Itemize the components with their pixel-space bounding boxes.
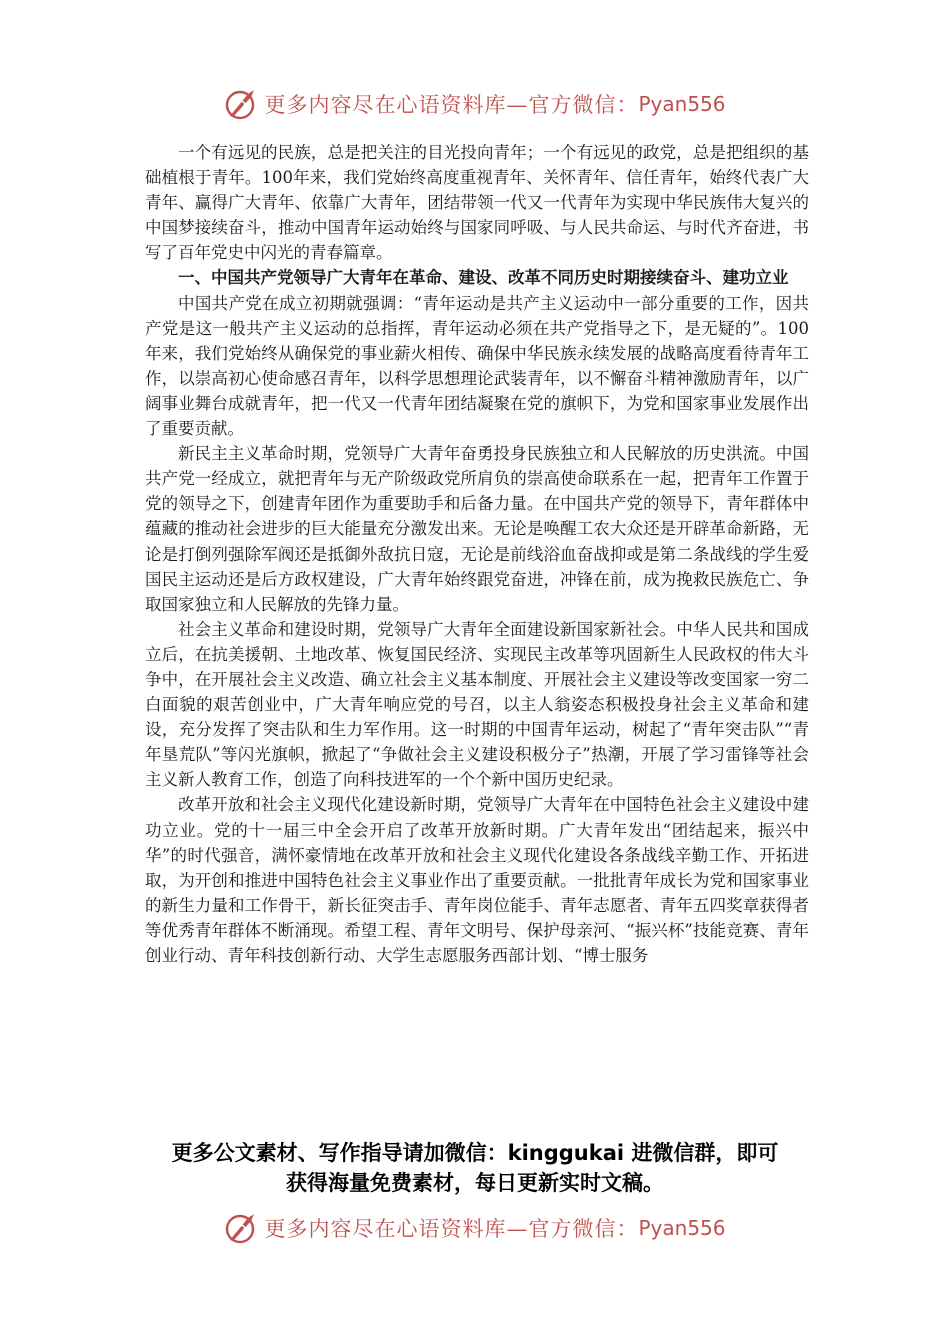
footer-banner-text: 更多内容尽在心语资料库—官方微信： xyxy=(264,1217,639,1241)
paragraph-reform-opening: 改革开放和社会主义现代化建设新时期，党领导广大青年在中国特色社会主义建设中建功立业。党的十一届三中全会开启了改革开放新时期。广大青年发出“团结起来，振兴中华”的时代强音，满怀豪情地在改革开放和社会主义现代化建设各条战线辛勤工作、开拓进取，为开创和推进中国特色社会主义事业作出了重要贡献。一批批青年成长为党和国家事业的新生力量和工作骨干，新长征突击手、青年岗位能手、青年志愿者、青年五四奖章获得者等优秀青年群体不断涌现。希望工程、青年文明号、保护母亲河、“振兴杯”技能竞赛、青年创业行动、青年科技创新行动、大学生志愿服务西部计划、“博士服务 xyxy=(145,795,809,965)
paragraph-socialist-construction: 社会主义革命和建设时期，党领导广大青年全面建设新国家新社会。中华人民共和国成立后，在抗美援朝、土地改革、恢复国民经济、实现民主改革等巩固新生人民政权的伟大斗争中，在开展社会主义改造、确立社会主义基本制度、开展社会主义建设等改变国家一穷二白面貌的艰苦创业中，广大青年响应党的号召，以主人翁姿态积极投身社会主义革命和建设，充分发挥了突击队和生力军作用。这一时期的中国青年运动，树起了“青年突击队”“青年垦荒队”等闪光旗帜，掀起了“争做社会主义建设积极分子”热潮，开展了学习雷锋等社会主义新人教育工作，创造了向科技进军的一个个新中国历史纪录。 xyxy=(145,619,809,790)
paragraph-founding: 中国共产党在成立初期就强调：“青年运动是共产主义运动中一部分重要的工作，因共产党是这一般共产主义运动的总指挥，青年运动必须在共产党指导之下，是无疑的”。100年来，我们党始终从确保党的事业薪火相传、确保中华民族永续发展的战略高度看待青年工作，以崇高初心使命感召青年，以科学思想理论武装青年，以不懈奋斗精神激励青年，以广阔事业舞台成就青年，把一代又一代青年团结凝聚在党的旗帜下，为党和国家事业发展作出了重要贡献。 xyxy=(145,293,809,439)
section-heading: 一、中国共产党领导广大青年在革命、建设、改革不同历史时期接续奋斗、建功立业 xyxy=(178,268,789,288)
article-body xyxy=(145,140,809,968)
header-banner-text: 更多内容尽在心语资料库—官方微信： xyxy=(264,93,639,117)
paragraph-new-democratic-revolution: 新民主主义革命时期，党领导广大青年奋勇投身民族独立和人民解放的历史洪流。中国共产党一经成立，就把青年与无产阶级政党所肩负的崇高使命联系在一起，把青年工作置于党的领导之下，创建青年团作为重要助手和后备力量。在中国共产党的领导下，青年群体中蕴藏的推动社会进步的巨大能量充分激发出来。无论是唤醒工农大众还是开辟革命新路，无论是打倒列强除军阀还是抵御外敌抗日寇，无论是前线浴血奋战抑或是第二条战线的学生爱国民主运动还是后方政权建设，广大青年始终跟党奋进，冲锋在前，成为挽救民族危亡、争取国家独立和人民解放的先锋力量。 xyxy=(145,444,809,614)
footer-wechat-id: Pyan556 xyxy=(638,1216,726,1240)
promo-line-2: 获得海量免费素材，每日更新实时文稿。 xyxy=(286,1171,664,1195)
header-banner xyxy=(0,84,950,124)
promo-line-1: 更多公文素材、写作指导请加微信：kinggukai 进微信群，即可 xyxy=(171,1141,779,1165)
promo-notice xyxy=(120,1138,830,1198)
intro-paragraph: 一个有远见的民族，总是把关注的目光投向青年；一个有远见的政党，总是把组织的基础植根于青年。100年来，我们党始终高度重视青年、关怀青年、信任青年，始终代表广大青年、赢得广大青年、依靠广大青年，团结带领一代又一代青年为实现中华民族伟大复兴的中国梦接续奋斗，推动中国青年运动始终与国家同呼吸、与人民共命运、与时代齐奋进，书写了百年党史中闪光的青春篇章。 xyxy=(145,143,809,263)
header-wechat-id: Pyan556 xyxy=(638,92,726,116)
pen-logo-icon xyxy=(224,1210,260,1246)
pen-logo-icon xyxy=(224,86,260,122)
footer-banner xyxy=(0,1208,950,1248)
